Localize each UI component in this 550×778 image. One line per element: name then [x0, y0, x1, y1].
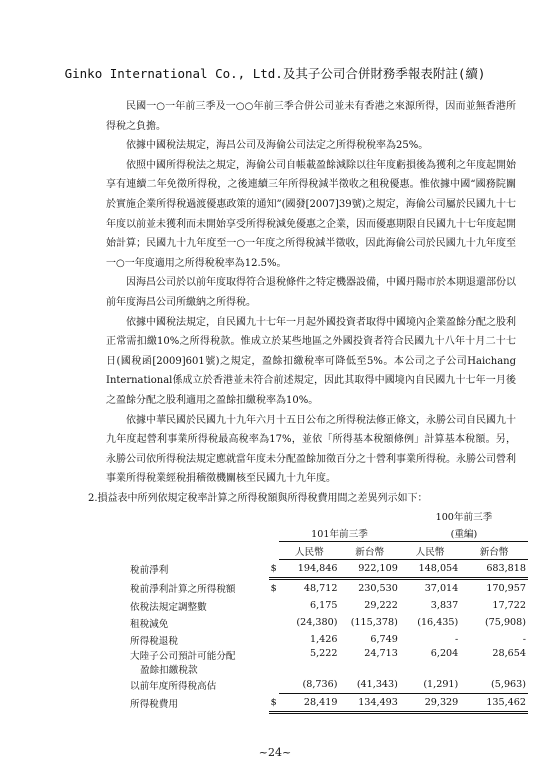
cell-value: (75,908) [484, 617, 526, 628]
table-row [128, 579, 528, 598]
cell-value: - [455, 634, 459, 645]
table-row [128, 614, 528, 631]
cell-value: 230,530 [358, 583, 398, 594]
cell-value: 17,722 [492, 600, 526, 611]
row-label: 所得稅退稅 [130, 635, 178, 647]
table-row [128, 560, 528, 579]
cell-value: 6,175 [310, 600, 338, 611]
cell-value: (115,378) [350, 617, 398, 628]
cell-value: 922,109 [339, 560, 399, 579]
row-label: 租稅減免 [130, 618, 169, 630]
section-heading: 2.損益表中所列依規定稅率計算之所得稅額與所得稅費用間之差異列示如下： [88, 493, 428, 504]
col-header-rmb-1: 人民幣 [279, 542, 339, 560]
col-header-ntd-2: 新台幣 [460, 542, 528, 560]
row-label-multiline [128, 648, 269, 676]
currency-header-row [128, 542, 528, 560]
row-label-line2: 盈餘扣繳稅款 [140, 665, 198, 676]
period2-title: 100年前三季 [435, 511, 493, 523]
cell-value: 29,222 [364, 600, 398, 611]
page-number: ~24~ [258, 746, 292, 759]
table-row [128, 597, 528, 614]
cell-value: 28,419 [279, 694, 339, 713]
cell-value: 24,713 [364, 648, 398, 659]
paragraph-taiwan-tax: 依據中華民國於民國九十九年六月十五日公布之所得稅法修正條文，永勝公司自民國九十九年度起營利事業所得稅最高稅率為17%，並依「所得基本稅額條例」計算基本稅額。另，永勝公司依所得稅法規定應就當年度未分配盈餘加徵百分之十營利事業所得稅。永勝公司營利事業所得稅業經稅捐稽徵機關核至民國九十九年度。 [106, 414, 516, 485]
currency-symbol: $ [269, 560, 280, 579]
cell-value: 29,329 [400, 694, 460, 713]
cell-value: 6,749 [370, 634, 398, 645]
paragraph-withholding: 依據中國稅法規定，自民國九十七年一月起外國投資者取得中國境內企業盈餘分配之股利正常需扣繳10%之所得稅款。惟成立於某些地區之外國投資者符合民國九十八年十月二十七日(國稅函[2009]601號)之規定，盈餘扣繳稅率可降低至5%。本公司之子公司Haichang International係成立於香港並未符合前述規定，因此其取得中國境內自民國九十七年一月後之盈餘分配之股利適用之盈餘扣繳稅率為10%。 [106, 316, 516, 406]
period-header [128, 524, 528, 542]
cell-value: 135,462 [460, 694, 528, 713]
cell-value: - [522, 634, 526, 645]
cell-value: (16,435) [417, 617, 459, 628]
cell-value: 1,426 [310, 634, 338, 645]
cell-value: (5,963) [460, 676, 528, 694]
paragraph-tax-holiday: 依照中國所得稅法之規定，海倫公司自帳載盈餘減除以往年度虧損後為獲利之年度起開始享有連續二年免徵所得稅，之後連續三年所得稅減半徵收之租稅優惠。惟依據中國“國務院關於實施企業所得稅過渡優惠政策的通知”(國發[2007]39號)之規定，海倫公司屬於民國九十七年度以前並未獲利而未開始享受所得稅減免優惠之企業，因而優惠期限自民國九十七年度起開始計算；民國九十九年度至一○一年度之所得稅減半徵收，因此海倫公司於民國九十九年度至一○一年度適用之所得稅稅率為12.5%。 [106, 159, 516, 269]
currency-symbol: $ [270, 583, 277, 594]
cell-value: (24,380) [296, 617, 338, 628]
table-row [128, 676, 528, 694]
row-label-line1: 大陸子公司預計可能分配 [130, 651, 236, 662]
page-title: Ginko International Co., Ltd.及其子公司合併財務季報表附註(續) [64, 66, 486, 81]
cell-value: 48,712 [303, 583, 338, 594]
col-header-rmb-2: 人民幣 [400, 542, 460, 560]
cell-value: 5,222 [310, 648, 338, 659]
period2-restated-label: (重編) [400, 524, 528, 542]
cell-value: 37,014 [424, 583, 459, 594]
col-header-ntd-1: 新台幣 [339, 542, 399, 560]
paragraph-statutory-rate: 依據中國稅法規定，海昌公司及海倫公司法定之所得稅稅率為25%。 [126, 140, 429, 152]
cell-value: (41,343) [339, 676, 399, 694]
cell-value: 6,204 [430, 648, 459, 659]
row-label: 所得稅費用 [130, 699, 178, 710]
period1-title: 101年前三季 [279, 524, 400, 542]
table-row-total [128, 694, 528, 713]
cell-value: (8,736) [279, 676, 339, 694]
row-label: 依稅法規定調整數 [130, 601, 207, 613]
cell-value: (1,291) [400, 676, 460, 694]
currency-symbol: $ [269, 694, 280, 713]
tax-reconciliation-table [128, 507, 528, 714]
paragraph-hk-tax: 民國一○一年前三季及一○○年前三季合併公司並未有香港之來源所得，因而並無香港所得稅之負擔。 [106, 101, 516, 132]
cell-value: 134,493 [339, 694, 399, 713]
cell-value: 170,957 [486, 583, 526, 594]
row-label: 稅前淨利計算之所得稅額 [130, 583, 236, 595]
row-label: 以前年度所得稅高估 [130, 680, 217, 692]
cell-value: 683,818 [460, 560, 528, 579]
table-row [128, 631, 528, 648]
row-label: 稅前淨利 [130, 565, 169, 576]
cell-value: 28,654 [492, 648, 526, 659]
notes-body [106, 97, 516, 489]
cell-value: 3,837 [430, 600, 459, 611]
cell-value: 148,054 [400, 560, 460, 579]
cell-value: 194,846 [279, 560, 339, 579]
table-row [128, 648, 528, 676]
period-header-top [128, 507, 528, 524]
paragraph-tax-refund: 因海昌公司於以前年度取得符合退稅條件之特定機器設備，中國丹陽市於本期退還部份以前年度海昌公司所繳納之所得稅。 [106, 277, 516, 308]
